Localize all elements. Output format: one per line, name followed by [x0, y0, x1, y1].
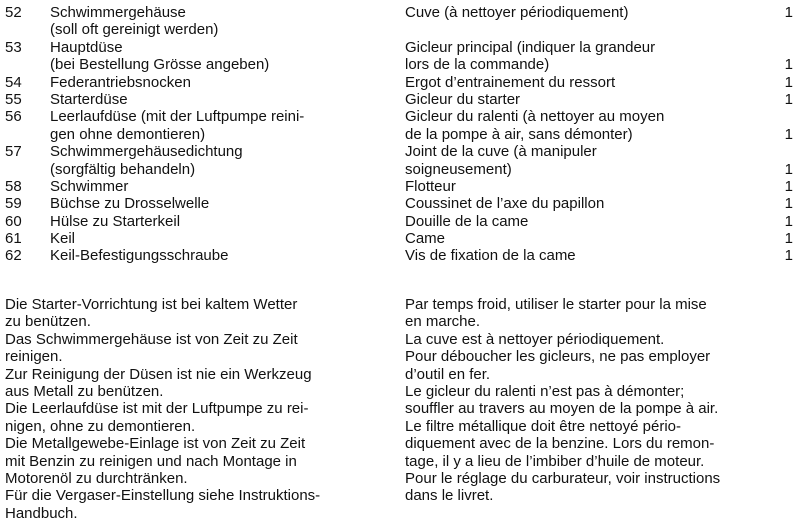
parts-row	[0, 247, 800, 264]
note-line: dans le livret.	[405, 487, 494, 505]
note-line: Le filtre métallique doit être nettoyé pério-	[405, 417, 681, 435]
note-line: Zur Reinigung der Düsen ist nie ein Werkzeug	[5, 365, 312, 383]
part-number: 57	[5, 143, 22, 161]
parts-row	[0, 161, 800, 178]
note-line: reinigen.	[5, 348, 63, 366]
notes-german	[5, 296, 320, 522]
part-name-french: Gicleur principal (indiquer la grandeur	[405, 38, 656, 56]
note-line: Das Schwimmergehäuse ist von Zeit zu Zeit	[5, 330, 298, 348]
part-number: 58	[5, 177, 22, 195]
part-quantity: 1	[784, 195, 793, 213]
note-line: Motorenöl zu durchtränken.	[5, 469, 188, 487]
parts-row	[0, 143, 800, 160]
note-line: aus Metall zu benützen.	[5, 382, 164, 400]
part-quantity: 1	[784, 125, 793, 143]
part-name-french: Coussinet de l’axe du papillon	[405, 195, 605, 213]
part-name-french: Gicleur du starter	[405, 90, 521, 108]
parts-row	[0, 230, 800, 247]
part-name-german: Keil	[50, 230, 76, 248]
part-name-german: (bei Bestellung Grösse angeben)	[50, 56, 270, 74]
parts-row	[0, 4, 800, 21]
part-number: 54	[5, 73, 22, 91]
part-name-german: Federantriebsnocken	[50, 73, 191, 91]
note-line: zu benützen.	[5, 313, 91, 331]
part-name-french: Vis de fixation de la came	[405, 247, 576, 265]
note-line: d’outil en fer.	[405, 365, 491, 383]
note-line: Für die Vergaser-Einstellung siehe Instruktions-	[5, 487, 321, 505]
note-line: mit Benzin zu reinigen und nach Montage in	[5, 452, 297, 470]
note-line: Pour déboucher les gicleurs, ne pas employer	[405, 348, 711, 366]
part-quantity: 1	[784, 230, 793, 248]
part-quantity: 1	[784, 73, 793, 91]
part-name-german: Büchse zu Drosselwelle	[50, 195, 210, 213]
part-quantity: 1	[784, 160, 793, 178]
part-name-french: de la pompe à air, sans démonter)	[405, 125, 633, 143]
note-line: Die Leerlaufdüse ist mit der Luftpumpe zu rei-	[5, 400, 309, 418]
parts-row	[0, 108, 800, 125]
part-number: 55	[5, 90, 22, 108]
parts-row	[0, 195, 800, 212]
note-line: nigen, ohne zu demontieren.	[5, 417, 196, 435]
part-name-german: Schwimmer	[50, 177, 129, 195]
parts-list	[0, 4, 800, 265]
note-line: Par temps froid, utiliser le starter pour la mise	[405, 296, 707, 313]
note-line: Handbuch.	[5, 504, 78, 522]
part-number: 61	[5, 230, 22, 248]
part-quantity: 1	[784, 90, 793, 108]
part-name-german: Keil-Befestigungsschraube	[50, 247, 229, 265]
part-quantity: 1	[784, 177, 793, 195]
part-name-german: (sorgfältig behandeln)	[50, 160, 196, 178]
part-name-french: Came	[405, 230, 446, 248]
part-name-german: gen ohne demontieren)	[50, 125, 206, 143]
part-name-french: Douille de la came	[405, 212, 529, 230]
part-number: 53	[5, 38, 22, 56]
note-line: Die Starter-Vorrichtung ist bei kaltem Wetter	[5, 296, 298, 313]
part-name-french: Flotteur	[405, 177, 456, 195]
part-quantity: 1	[784, 247, 793, 265]
parts-row	[0, 39, 800, 56]
part-name-german: (soll oft gereinigt werden)	[50, 21, 219, 39]
notes-french	[405, 296, 720, 505]
part-name-french: soigneusement)	[405, 160, 512, 178]
part-name-german: Hülse zu Starterkeil	[50, 212, 181, 230]
part-name-french: Gicleur du ralenti (à nettoyer au moyen	[405, 108, 665, 126]
part-quantity: 1	[784, 4, 793, 21]
part-name-french: Ergot d’entrainement du ressort	[405, 73, 616, 91]
parts-row	[0, 126, 800, 143]
parts-row	[0, 178, 800, 195]
parts-row	[0, 21, 800, 38]
part-name-german: Starterdüse	[50, 90, 128, 108]
parts-row	[0, 74, 800, 91]
note-line: Le gicleur du ralenti n’est pas à démonter;	[405, 382, 685, 400]
part-number: 62	[5, 247, 22, 265]
part-name-german: Leerlaufdüse (mit der Luftpumpe reini-	[50, 108, 305, 126]
part-quantity: 1	[784, 212, 793, 230]
parts-row	[0, 91, 800, 108]
note-line: souffler au travers au moyen de la pompe à air.	[405, 400, 719, 418]
parts-row	[0, 56, 800, 73]
parts-row	[0, 213, 800, 230]
part-name-german: Schwimmergehäusedichtung	[50, 143, 243, 161]
part-number: 59	[5, 195, 22, 213]
note-line: en marche.	[405, 313, 481, 331]
note-line: La cuve est à nettoyer périodiquement.	[405, 330, 665, 348]
part-name-german: Schwimmergehäuse	[50, 4, 186, 21]
part-name-french: Cuve (à nettoyer périodiquement)	[405, 4, 629, 21]
part-number: 60	[5, 212, 22, 230]
note-line: diquement avec de la benzine. Lors du remon-	[405, 435, 715, 453]
part-number: 52	[5, 4, 22, 21]
part-name-french: lors de la commande)	[405, 56, 550, 74]
note-line: tage, il y a lieu de l’imbiber d’huile de moteur.	[405, 452, 705, 470]
part-number: 56	[5, 108, 22, 126]
part-name-french: Joint de la cuve (à manipuler	[405, 143, 597, 161]
part-quantity: 1	[784, 56, 793, 74]
note-line: Pour le réglage du carburateur, voir instructions	[405, 469, 721, 487]
part-name-german: Hauptdüse	[50, 38, 123, 56]
note-line: Die Metallgewebe-Einlage ist von Zeit zu Zeit	[5, 435, 306, 453]
